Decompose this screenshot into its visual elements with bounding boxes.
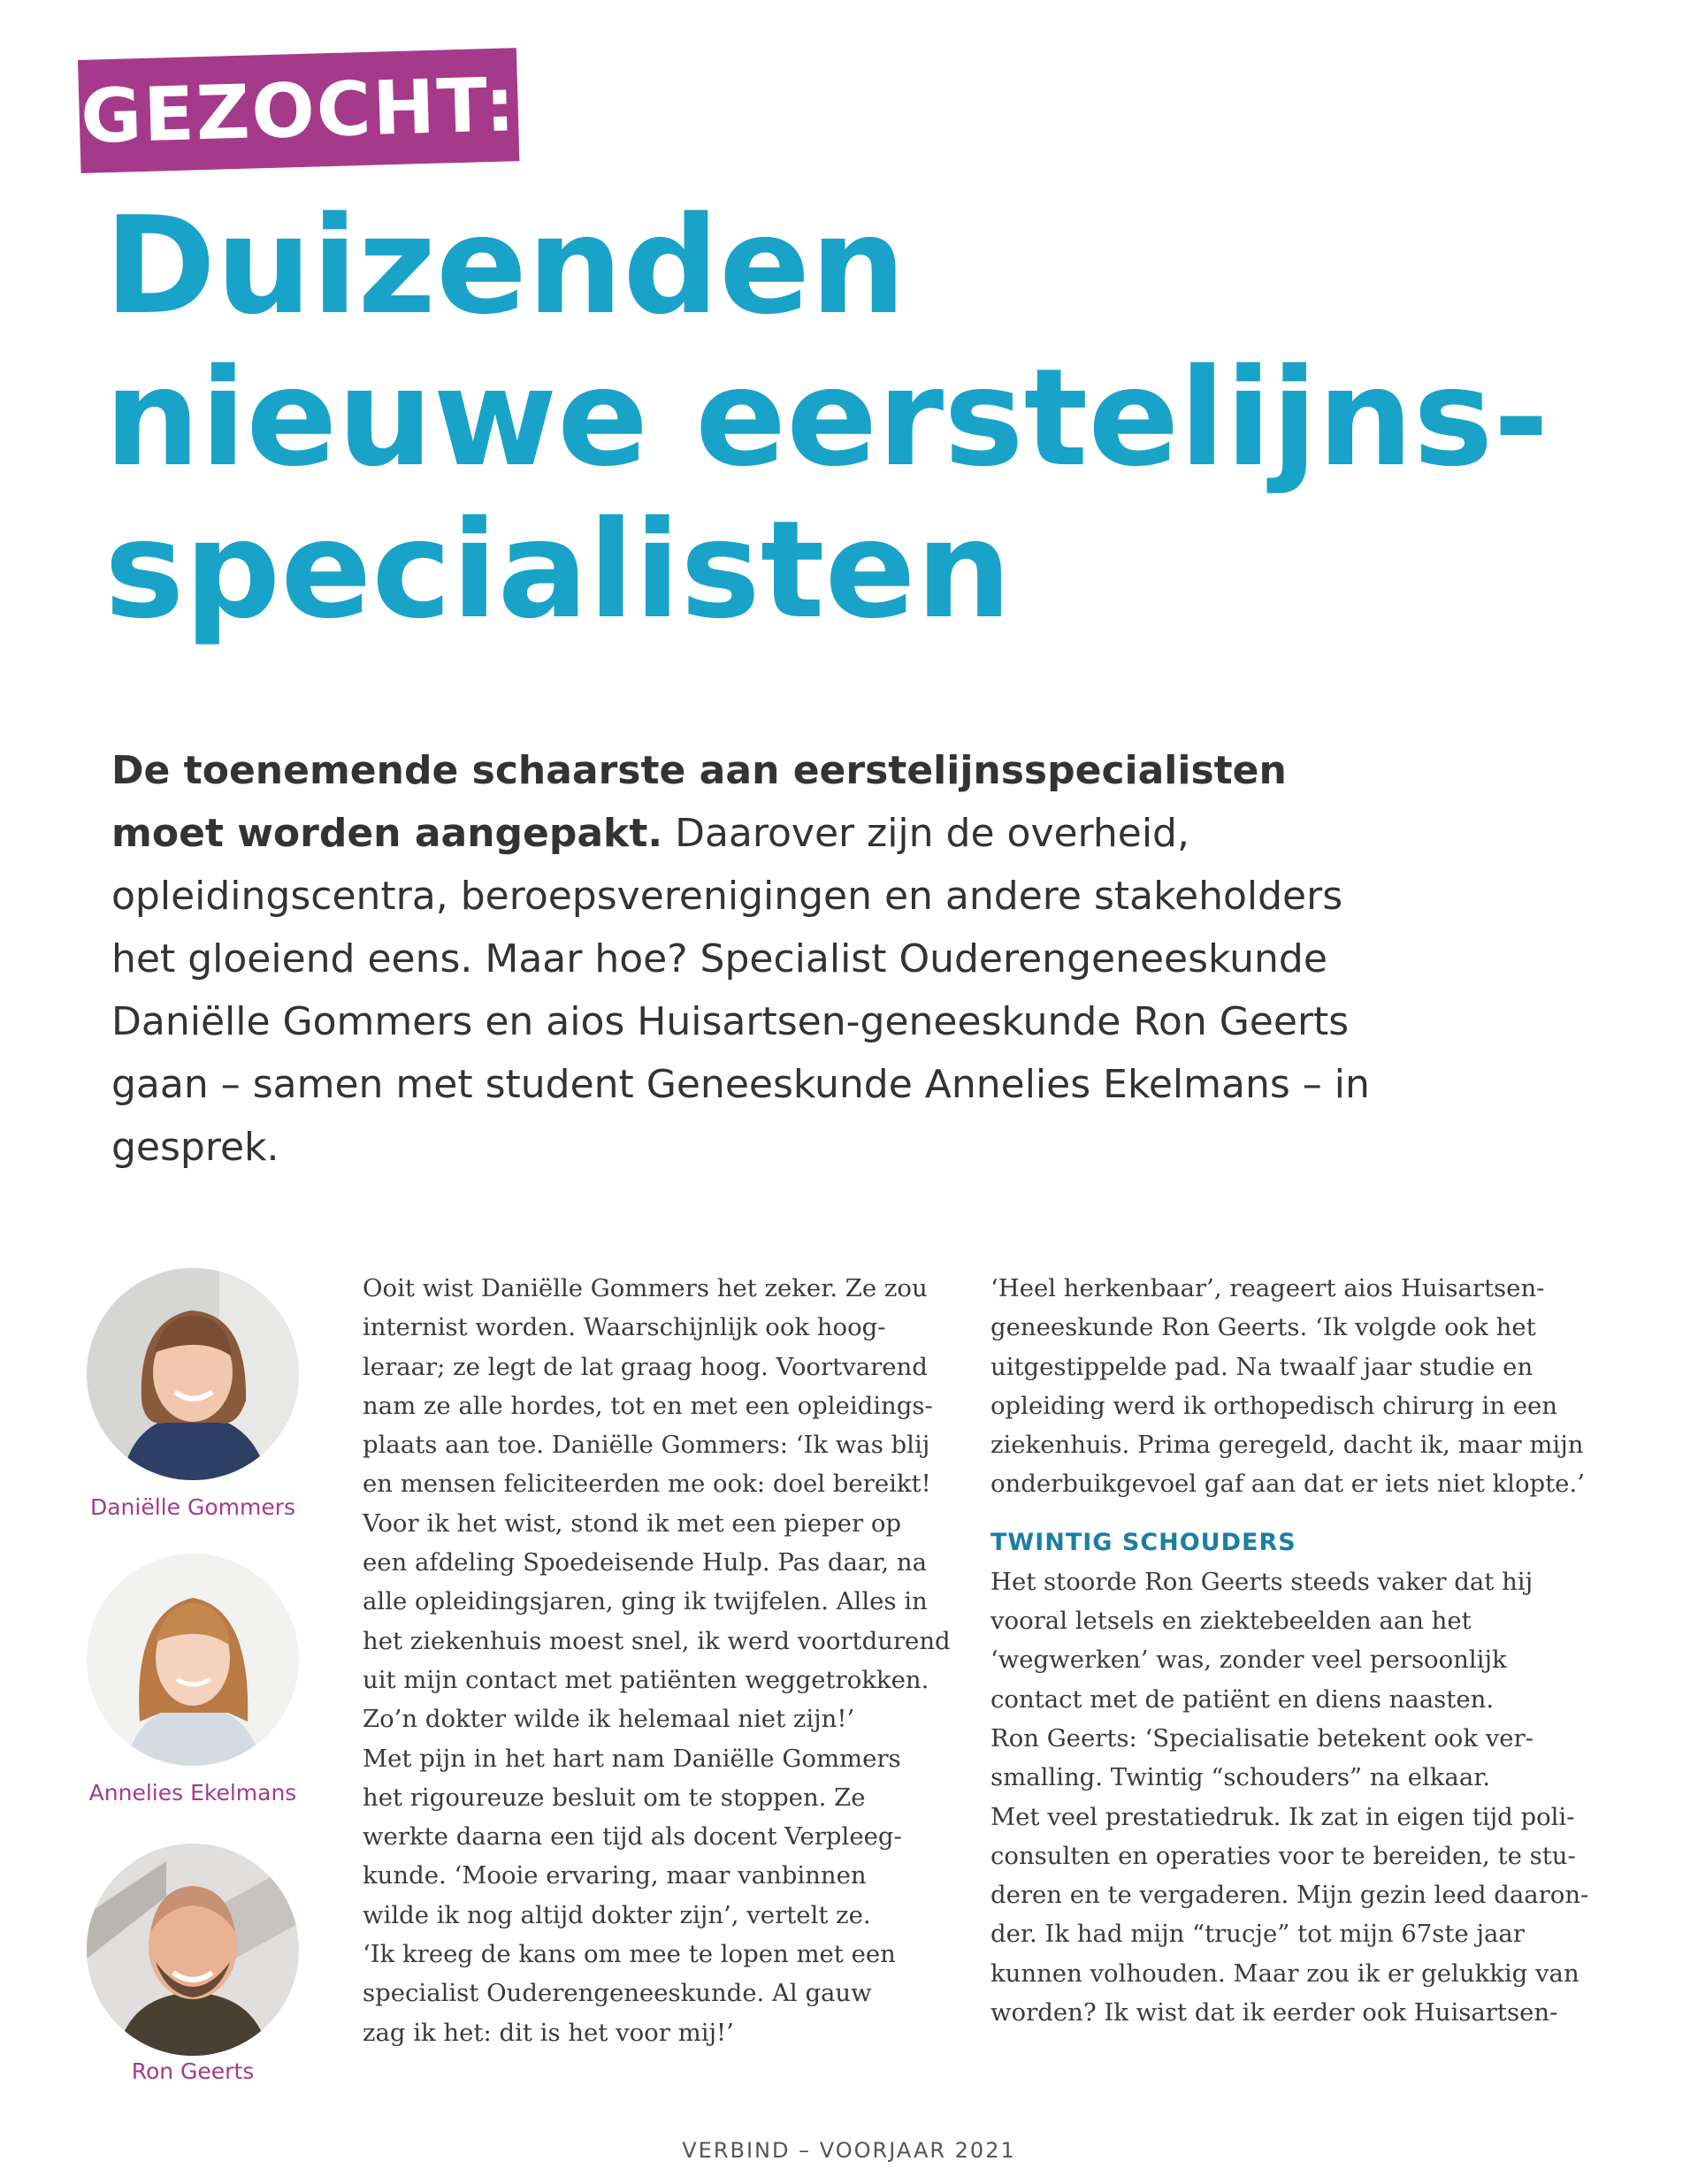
headline-line-1: Duizenden — [104, 187, 906, 344]
col1-line: het rigoureuze besluit om te stoppen. Ze — [363, 1783, 866, 1812]
subheading-twintig-schouders: TWINTIG SCHOUDERS — [990, 1528, 1296, 1556]
col2-line: geneeskunde Ron Geerts. ‘Ik volgde ook het — [990, 1313, 1536, 1342]
col2-line: kunnen volhouden. Maar zou ik er gelukkig van — [990, 1959, 1579, 1988]
body-column-2 — [990, 1269, 1589, 2032]
col1-line: het ziekenhuis moest snel, ik werd voortdurend — [363, 1626, 951, 1655]
intro-paragraph — [111, 739, 1394, 1179]
col2-line: ‘wegwerken’ was, zonder veel persoonlijk — [990, 1646, 1507, 1675]
intro-body: Daarover zijn de overheid, opleidingscentra, beroepsverenigingen en andere stakeholders het gloeiend eens. Maar hoe? Specialist Ouderengeneeskunde Daniëlle Gommers en aios Huisartsen-geneeskunde Ron Geerts gaan – samen met student Geneeskunde Annelies Ekelmans – in gesprek. — [111, 811, 1370, 1170]
col1-line: uit mijn contact met patiënten weggetrokken. — [363, 1665, 929, 1694]
col2-line: consulten en operaties voor te bereiden, te stu- — [990, 1841, 1576, 1870]
body-column-1 — [363, 1269, 951, 2052]
col2-line: worden? Ik wist dat ik eerder ook Huisartsen- — [990, 1998, 1558, 2027]
col2-line: onderbuikgevoel gaf aan dat er iets niet klopte.’ — [990, 1470, 1585, 1499]
col1-line: werkte daarna een tijd als docent Verpleeg- — [363, 1822, 902, 1852]
headline-line-2: nieuwe eerstelijns- — [104, 340, 1549, 496]
caption-ron-geerts: Ron Geerts — [131, 2058, 255, 2084]
col1-line: Ooit wist Daniëlle Gommers het zeker. Ze zou — [363, 1274, 928, 1302]
col1-line: specialist Ouderengeneeskunde. Al gauw — [363, 1979, 872, 2008]
gezocht-label: GEZOCHT: — [78, 48, 519, 173]
col2-line: ‘Heel herkenbaar’, reageert aios Huisartsen- — [990, 1274, 1545, 1302]
col2-line: Ron Geerts: ‘Specialisatie betekent ook ver- — [990, 1723, 1534, 1753]
col1-line: alle opleidingsjaren, ging ik twijfelen. Alles in — [363, 1587, 928, 1616]
col1-line: Voor ik het wist, stond ik met een pieper op — [363, 1508, 902, 1538]
portrait-danielle-gommers — [87, 1268, 299, 1480]
portrait-annelies-ekelmans — [87, 1554, 299, 1766]
col1-line: internist worden. Waarschijnlijk ook hoog- — [363, 1313, 886, 1342]
portrait-ron-image — [87, 1844, 299, 2056]
col2-line: Met veel prestatiedruk. Ik zat in eigen tijd poli- — [990, 1802, 1575, 1831]
col2-line: ziekenhuis. Prima geregeld, dacht ik, maar mijn — [990, 1431, 1584, 1460]
headline — [104, 187, 1679, 648]
col2-line: deren en te vergaderen. Mijn gezin leed daaron- — [990, 1881, 1589, 1910]
col1-line: plaats aan toe. Daniëlle Gommers: ‘Ik was blij — [363, 1431, 930, 1460]
col1-line: Met pijn in het hart nam Daniëlle Gommers — [363, 1744, 901, 1773]
intro-lead: De toenemende schaarste aan eerstelijnsspecialisten moet worden aangepakt. — [111, 748, 1287, 856]
col2-line: vooral letsels en ziektebeelden aan het — [990, 1607, 1472, 1636]
portrait-annelies-image — [87, 1554, 299, 1766]
col2-line: Het stoorde Ron Geerts steeds vaker dat hij — [990, 1567, 1534, 1596]
col2-line: smalling. Twintig “schouders” na elkaar. — [990, 1763, 1491, 1792]
col2-line: uitgestippelde pad. Na twaalf jaar studie en — [990, 1352, 1534, 1381]
headline-line-3: specialisten — [104, 492, 1012, 648]
col1-line: wilde ik nog altijd dokter zijn’, vertelt ze. — [363, 1900, 871, 1929]
portrait-ron-geerts — [87, 1844, 299, 2056]
col2-line: opleiding werd ik orthopedisch chirurg in een — [990, 1391, 1558, 1420]
caption-danielle-gommers: Daniëlle Gommers — [89, 1494, 296, 1520]
col1-line: Zo’n dokter wilde ik helemaal niet zijn!’ — [363, 1705, 855, 1734]
col1-line: een afdeling Spoedeisende Hulp. Pas daar, na — [363, 1548, 927, 1577]
col2-line: der. Ik had mijn “trucje” tot mijn 67ste jaar — [990, 1920, 1525, 1949]
caption-annelies-ekelmans: Annelies Ekelmans — [88, 1780, 297, 1806]
col1-line: zag ik het: dit is het voor mij!’ — [363, 2018, 734, 2047]
col1-line: kunde. ‘Mooie ervaring, maar vanbinnen — [363, 1861, 867, 1890]
col1-line: nam ze alle hordes, tot en met een opleidings- — [363, 1391, 933, 1420]
portrait-danielle-image — [87, 1268, 299, 1480]
col1-line: ‘Ik kreeg de kans om mee te lopen met een — [363, 1940, 896, 1969]
col2-line: contact met de patiënt en diens naasten. — [990, 1684, 1495, 1714]
col1-line: leraar; ze legt de lat graag hoog. Voortvarend — [363, 1352, 928, 1381]
col1-line: en mensen feliciteerden me ook: doel bereikt! — [363, 1470, 931, 1499]
page-footer: VERBIND – VOORJAAR 2021 — [682, 2138, 1016, 2163]
